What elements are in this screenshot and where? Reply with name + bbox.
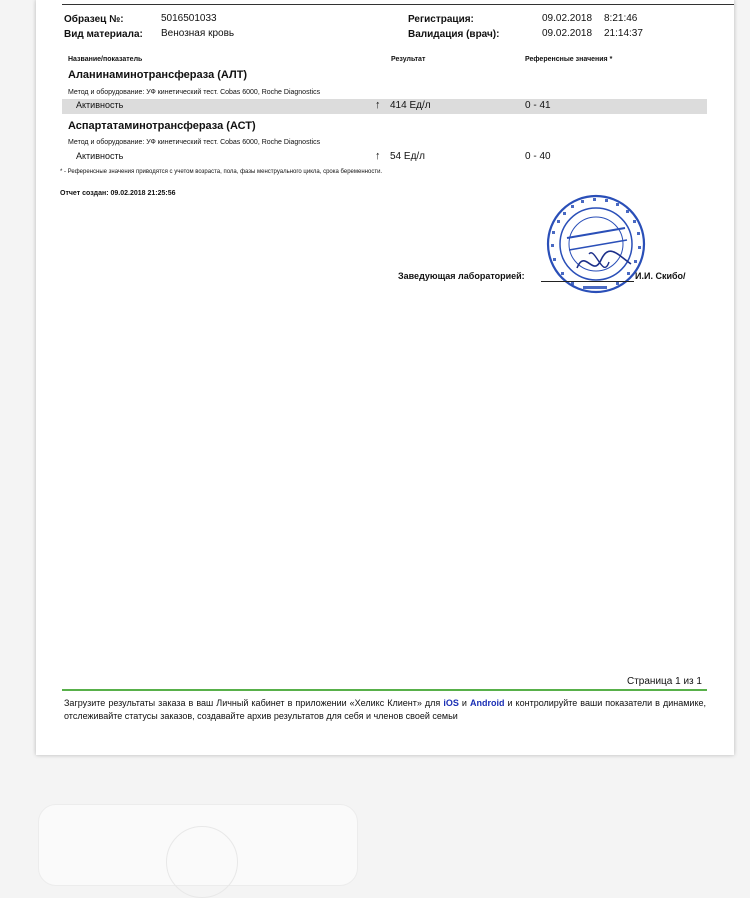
background-circle — [166, 826, 238, 898]
validation-label: Валидация (врач): — [408, 29, 500, 40]
column-name-header: Название/показатель — [68, 56, 143, 63]
footer-divider — [62, 689, 707, 691]
sample-label: Образец №: — [64, 14, 124, 25]
registration-time: 8:21:46 — [604, 13, 638, 24]
page-number: Страница 1 из 1 — [627, 676, 702, 687]
arrow-up-icon: ↑ — [375, 150, 381, 162]
app-promo-text — [64, 697, 706, 723]
ios-link[interactable]: iOS — [443, 698, 459, 708]
report-created: Отчет создан: 09.02.2018 21:25:56 — [60, 190, 176, 197]
test-name: Аланинаминотрансфераза (АЛТ) — [68, 69, 248, 81]
report-page — [36, 0, 734, 755]
registration-label: Регистрация: — [408, 14, 474, 25]
signature-line — [541, 281, 634, 282]
param-name: Активность — [76, 100, 124, 110]
result-value: 414 Ед/л — [390, 100, 431, 111]
material-value: Венозная кровь — [161, 28, 235, 39]
reference-value: 0 - 41 — [525, 100, 551, 111]
signature-name: И.И. Скибо/ — [635, 271, 686, 281]
promo-text-part: Загрузите результаты заказа в ваш Личный кабинет в приложении «Хеликс Клиент» для — [64, 698, 444, 708]
test-method: Метод и оборудование: УФ кинетический тест. Cobas 6000, Roche Diagnostics — [68, 89, 321, 96]
test-name: Аспартатаминотрансфераза (АСТ) — [68, 120, 256, 132]
param-name: Активность — [76, 151, 124, 161]
column-result-header: Результат — [391, 56, 426, 63]
test-method: Метод и оборудование: УФ кинетический тест. Cobas 6000, Roche Diagnostics — [68, 139, 321, 146]
promo-text-part: и — [458, 698, 470, 708]
top-divider — [62, 4, 734, 5]
column-reference-header: Референсные значения * — [525, 56, 613, 63]
registration-date: 09.02.2018 — [542, 13, 593, 24]
reference-value: 0 - 40 — [525, 151, 551, 162]
sample-value: 5016501033 — [161, 13, 217, 24]
result-row — [62, 99, 707, 114]
reference-footnote: * - Референсные значения приводятся с учетом возраста, пола, фазы менструального цикла, срока беременности. — [60, 169, 383, 175]
android-link[interactable]: Android — [469, 698, 505, 708]
promo-text-part: и контролируйте ваши показатели в динамике, отслеживайте статусы заказов, создавайте архив результатов для себя и членов своей семьи — [64, 698, 706, 721]
result-value: 54 Ед/л — [390, 151, 426, 162]
arrow-up-icon: ↑ — [375, 99, 381, 111]
validation-date: 09.02.2018 — [542, 28, 593, 39]
validation-time: 21:14:37 — [604, 28, 643, 39]
result-row — [62, 150, 707, 165]
material-label: Вид материала: — [64, 29, 143, 40]
signature-label: Заведующая лабораторией: — [398, 271, 525, 281]
